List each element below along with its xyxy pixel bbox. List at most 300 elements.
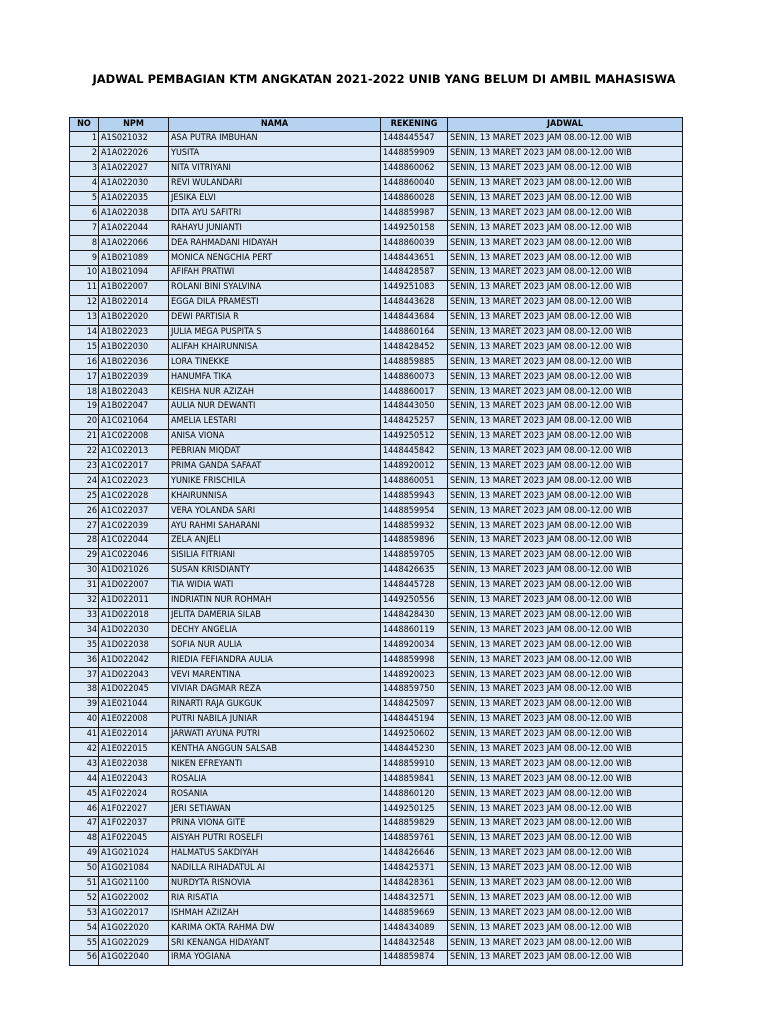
row-jadwal: SENIN, 13 MARET 2023 JAM 08.00-12.00 WIB (448, 727, 683, 742)
row-no: 51 (70, 876, 99, 891)
row-npm: A1C022046 (99, 548, 169, 563)
table-row (70, 757, 683, 772)
table-row (70, 668, 683, 683)
row-rekening: 1449250125 (381, 802, 448, 817)
row-jadwal: SENIN, 13 MARET 2023 JAM 08.00-12.00 WIB (448, 385, 683, 400)
table-row (70, 608, 683, 623)
table-row (70, 280, 683, 295)
row-no: 53 (70, 906, 99, 921)
row-jadwal: SENIN, 13 MARET 2023 JAM 08.00-12.00 WIB (448, 593, 683, 608)
row-npm: A1G022040 (99, 950, 169, 965)
row-no: 26 (70, 504, 99, 519)
row-nama: KARIMA OKTA RAHMA DW (169, 921, 381, 936)
row-jadwal: SENIN, 13 MARET 2023 JAM 08.00-12.00 WIB (448, 534, 683, 549)
row-jadwal: SENIN, 13 MARET 2023 JAM 08.00-12.00 WIB (448, 653, 683, 668)
row-nama: KHAIRUNNISA (169, 489, 381, 504)
row-rekening: 1448860039 (381, 236, 448, 251)
table-row (70, 340, 683, 355)
row-nama: ISHMAH AZIIZAH (169, 906, 381, 921)
row-rekening: 1448445230 (381, 742, 448, 757)
row-no: 32 (70, 593, 99, 608)
row-rekening: 1448860119 (381, 623, 448, 638)
row-rekening: 1448428452 (381, 340, 448, 355)
table-row (70, 653, 683, 668)
row-jadwal: SENIN, 13 MARET 2023 JAM 08.00-12.00 WIB (448, 459, 683, 474)
row-nama: SRI KENANGA HIDAYANT (169, 936, 381, 951)
row-npm: A1A022038 (99, 206, 169, 221)
row-jadwal: SENIN, 13 MARET 2023 JAM 08.00-12.00 WIB (448, 504, 683, 519)
row-rekening: 1448859874 (381, 950, 448, 965)
row-npm: A1A022026 (99, 146, 169, 161)
row-jadwal: SENIN, 13 MARET 2023 JAM 08.00-12.00 WIB (448, 563, 683, 578)
row-npm: A1D022043 (99, 668, 169, 683)
row-jadwal: SENIN, 13 MARET 2023 JAM 08.00-12.00 WIB (448, 295, 683, 310)
row-npm: A1D022030 (99, 623, 169, 638)
row-nama: HALMATUS SAKDIYAH (169, 846, 381, 861)
row-no: 2 (70, 146, 99, 161)
row-no: 3 (70, 161, 99, 176)
row-no: 28 (70, 534, 99, 549)
row-npm: A1E022038 (99, 757, 169, 772)
row-npm: A1B022007 (99, 280, 169, 295)
table-row (70, 682, 683, 697)
row-nama: PRINA VIONA GITE (169, 816, 381, 831)
table-row (70, 459, 683, 474)
row-no: 12 (70, 295, 99, 310)
row-nama: VIVIAR DAGMAR REZA (169, 682, 381, 697)
table-row (70, 548, 683, 563)
table-body (70, 132, 683, 966)
row-jadwal: SENIN, 13 MARET 2023 JAM 08.00-12.00 WIB (448, 802, 683, 817)
row-jadwal: SENIN, 13 MARET 2023 JAM 08.00-12.00 WIB (448, 325, 683, 340)
row-no: 1 (70, 132, 99, 147)
row-npm: A1F022045 (99, 831, 169, 846)
row-npm: A1C022013 (99, 444, 169, 459)
table-row (70, 504, 683, 519)
row-npm: A1C022039 (99, 519, 169, 534)
row-jadwal: SENIN, 13 MARET 2023 JAM 08.00-12.00 WIB (448, 697, 683, 712)
table-row (70, 385, 683, 400)
table-row (70, 563, 683, 578)
row-npm: A1S021032 (99, 132, 169, 147)
row-no: 40 (70, 712, 99, 727)
row-npm: A1B022039 (99, 370, 169, 385)
row-rekening: 1448860028 (381, 191, 448, 206)
row-npm: A1B022043 (99, 385, 169, 400)
table-row (70, 727, 683, 742)
row-npm: A1G021084 (99, 861, 169, 876)
row-npm: A1B022023 (99, 325, 169, 340)
row-no: 41 (70, 727, 99, 742)
row-nama: AMELIA LESTARI (169, 414, 381, 429)
row-rekening: 1448920023 (381, 668, 448, 683)
row-rekening: 1448425257 (381, 414, 448, 429)
row-jadwal: SENIN, 13 MARET 2023 JAM 08.00-12.00 WIB (448, 444, 683, 459)
row-nama: AFIFAH PRATIWI (169, 266, 381, 281)
row-no: 10 (70, 266, 99, 281)
row-jadwal: SENIN, 13 MARET 2023 JAM 08.00-12.00 WIB (448, 816, 683, 831)
row-no: 18 (70, 385, 99, 400)
row-rekening: 1448859669 (381, 906, 448, 921)
row-jadwal: SENIN, 13 MARET 2023 JAM 08.00-12.00 WIB (448, 846, 683, 861)
row-rekening: 1448434089 (381, 921, 448, 936)
row-nama: YUSITA (169, 146, 381, 161)
row-no: 44 (70, 772, 99, 787)
row-no: 30 (70, 563, 99, 578)
row-rekening: 1448860040 (381, 176, 448, 191)
row-jadwal: SENIN, 13 MARET 2023 JAM 08.00-12.00 WIB (448, 891, 683, 906)
row-jadwal: SENIN, 13 MARET 2023 JAM 08.00-12.00 WIB (448, 921, 683, 936)
row-rekening: 1448860017 (381, 385, 448, 400)
row-nama: RINARTI RAJA GUKGUK (169, 697, 381, 712)
row-nama: ROSANIA (169, 787, 381, 802)
row-nama: HANUMFA TIKA (169, 370, 381, 385)
row-no: 4 (70, 176, 99, 191)
row-nama: AULIA NUR DEWANTI (169, 400, 381, 415)
row-no: 37 (70, 668, 99, 683)
row-rekening: 1448859829 (381, 816, 448, 831)
row-nama: DEA RAHMADANI HIDAYAH (169, 236, 381, 251)
table-row (70, 534, 683, 549)
row-no: 39 (70, 697, 99, 712)
row-jadwal: SENIN, 13 MARET 2023 JAM 08.00-12.00 WIB (448, 191, 683, 206)
row-npm: A1G022029 (99, 936, 169, 951)
row-jadwal: SENIN, 13 MARET 2023 JAM 08.00-12.00 WIB (448, 519, 683, 534)
row-no: 15 (70, 340, 99, 355)
row-jadwal: SENIN, 13 MARET 2023 JAM 08.00-12.00 WIB (448, 757, 683, 772)
table-row (70, 146, 683, 161)
row-npm: A1E022015 (99, 742, 169, 757)
row-rekening: 1448859909 (381, 146, 448, 161)
row-nama: NURDYTA RISNOVIA (169, 876, 381, 891)
row-npm: A1D022045 (99, 682, 169, 697)
row-rekening: 1448860164 (381, 325, 448, 340)
row-npm: A1F022037 (99, 816, 169, 831)
table-row (70, 176, 683, 191)
row-jadwal: SENIN, 13 MARET 2023 JAM 08.00-12.00 WIB (448, 400, 683, 415)
row-no: 8 (70, 236, 99, 251)
row-npm: A1B022047 (99, 400, 169, 415)
row-nama: MONICA NENGCHIA PERT (169, 251, 381, 266)
table-row (70, 400, 683, 415)
row-jadwal: SENIN, 13 MARET 2023 JAM 08.00-12.00 WIB (448, 132, 683, 147)
table-row (70, 697, 683, 712)
row-rekening: 1448859954 (381, 504, 448, 519)
row-jadwal: SENIN, 13 MARET 2023 JAM 08.00-12.00 WIB (448, 712, 683, 727)
row-rekening: 1448426635 (381, 563, 448, 578)
schedule-table (69, 117, 683, 966)
table-row (70, 638, 683, 653)
row-npm: A1E021044 (99, 697, 169, 712)
header-no: NO (70, 118, 99, 132)
row-no: 31 (70, 578, 99, 593)
row-jadwal: SENIN, 13 MARET 2023 JAM 08.00-12.00 WIB (448, 310, 683, 325)
row-nama: YUNIKE FRISCHILA (169, 474, 381, 489)
row-rekening: 1448443628 (381, 295, 448, 310)
row-jadwal: SENIN, 13 MARET 2023 JAM 08.00-12.00 WIB (448, 176, 683, 191)
row-no: 27 (70, 519, 99, 534)
row-jadwal: SENIN, 13 MARET 2023 JAM 08.00-12.00 WIB (448, 876, 683, 891)
row-rekening: 1448443684 (381, 310, 448, 325)
row-no: 46 (70, 802, 99, 817)
row-npm: A1D022038 (99, 638, 169, 653)
row-jadwal: SENIN, 13 MARET 2023 JAM 08.00-12.00 WIB (448, 280, 683, 295)
row-npm: A1B022036 (99, 355, 169, 370)
row-jadwal: SENIN, 13 MARET 2023 JAM 08.00-12.00 WIB (448, 638, 683, 653)
row-npm: A1D022018 (99, 608, 169, 623)
row-rekening: 1448428430 (381, 608, 448, 623)
row-nama: NIKEN EFREYANTI (169, 757, 381, 772)
row-npm: A1G022020 (99, 921, 169, 936)
table-row (70, 355, 683, 370)
row-no: 56 (70, 950, 99, 965)
table-row (70, 221, 683, 236)
row-nama: DEWI PARTISIA R (169, 310, 381, 325)
row-jadwal: SENIN, 13 MARET 2023 JAM 08.00-12.00 WIB (448, 414, 683, 429)
row-no: 7 (70, 221, 99, 236)
row-jadwal: SENIN, 13 MARET 2023 JAM 08.00-12.00 WIB (448, 668, 683, 683)
row-nama: RIA RISATIA (169, 891, 381, 906)
row-nama: PEBRIAN MIQDAT (169, 444, 381, 459)
row-no: 5 (70, 191, 99, 206)
row-nama: AISYAH PUTRI ROSELFI (169, 831, 381, 846)
table-row (70, 876, 683, 891)
row-no: 38 (70, 682, 99, 697)
row-nama: ROSALIA (169, 772, 381, 787)
row-no: 34 (70, 623, 99, 638)
row-rekening: 1448428587 (381, 266, 448, 281)
row-no: 29 (70, 548, 99, 563)
row-rekening: 1448860120 (381, 787, 448, 802)
row-rekening: 1448859705 (381, 548, 448, 563)
table-row (70, 787, 683, 802)
row-nama: IRMA YOGIANA (169, 950, 381, 965)
row-rekening: 1448445547 (381, 132, 448, 147)
table-row (70, 489, 683, 504)
row-no: 47 (70, 816, 99, 831)
row-nama: KENTHA ANGGUN SALSAB (169, 742, 381, 757)
table-row (70, 742, 683, 757)
row-rekening: 1448445728 (381, 578, 448, 593)
table-row (70, 921, 683, 936)
row-no: 33 (70, 608, 99, 623)
row-jadwal: SENIN, 13 MARET 2023 JAM 08.00-12.00 WIB (448, 251, 683, 266)
row-jadwal: SENIN, 13 MARET 2023 JAM 08.00-12.00 WIB (448, 742, 683, 757)
row-rekening: 1449251083 (381, 280, 448, 295)
row-rekening: 1448425371 (381, 861, 448, 876)
row-no: 14 (70, 325, 99, 340)
table-row (70, 846, 683, 861)
row-npm: A1A022066 (99, 236, 169, 251)
table-row (70, 712, 683, 727)
row-nama: NADILLA RIHADATUL AI (169, 861, 381, 876)
row-rekening: 1449250512 (381, 429, 448, 444)
header-rekening: REKENING (381, 118, 448, 132)
row-npm: A1G022017 (99, 906, 169, 921)
row-npm: A1G021100 (99, 876, 169, 891)
table-row (70, 816, 683, 831)
table-row (70, 132, 683, 147)
row-no: 42 (70, 742, 99, 757)
row-npm: A1B022014 (99, 295, 169, 310)
table-row (70, 891, 683, 906)
table-row (70, 623, 683, 638)
row-jadwal: SENIN, 13 MARET 2023 JAM 08.00-12.00 WIB (448, 236, 683, 251)
page-title: JADWAL PEMBAGIAN KTM ANGKATAN 2021-2022 UNIB YANG BELUM DI AMBIL MAHASISWA (92, 72, 676, 86)
row-no: 23 (70, 459, 99, 474)
row-rekening: 1448443651 (381, 251, 448, 266)
row-npm: A1C022044 (99, 534, 169, 549)
row-npm: A1F022024 (99, 787, 169, 802)
row-jadwal: SENIN, 13 MARET 2023 JAM 08.00-12.00 WIB (448, 936, 683, 951)
table-row (70, 519, 683, 534)
row-nama: RIEDIA FEFIANDRA AULIA (169, 653, 381, 668)
table-row (70, 772, 683, 787)
row-nama: INDRIATIN NUR ROHMAH (169, 593, 381, 608)
table-row (70, 444, 683, 459)
row-rekening: 1448425097 (381, 697, 448, 712)
row-npm: A1A022030 (99, 176, 169, 191)
row-no: 13 (70, 310, 99, 325)
row-no: 48 (70, 831, 99, 846)
table-row (70, 325, 683, 340)
row-jadwal: SENIN, 13 MARET 2023 JAM 08.00-12.00 WIB (448, 682, 683, 697)
row-nama: PRIMA GANDA SAFAAT (169, 459, 381, 474)
row-nama: NITA VITRIYANI (169, 161, 381, 176)
row-rekening: 1449250158 (381, 221, 448, 236)
row-rekening: 1448859761 (381, 831, 448, 846)
row-rekening: 1448859932 (381, 519, 448, 534)
table-row (70, 474, 683, 489)
row-nama: ASA PUTRA IMBUHAN (169, 132, 381, 147)
row-npm: A1E022014 (99, 727, 169, 742)
row-no: 35 (70, 638, 99, 653)
table-row (70, 593, 683, 608)
row-nama: KEISHA NUR AZIZAH (169, 385, 381, 400)
row-rekening: 1448859910 (381, 757, 448, 772)
row-nama: SISILIA FITRIANI (169, 548, 381, 563)
row-rekening: 1448426646 (381, 846, 448, 861)
row-nama: DECHY ANGELIA (169, 623, 381, 638)
table-row (70, 206, 683, 221)
row-nama: TIA WIDIA WATI (169, 578, 381, 593)
row-npm: A1A022035 (99, 191, 169, 206)
row-jadwal: SENIN, 13 MARET 2023 JAM 08.00-12.00 WIB (448, 429, 683, 444)
row-rekening: 1448859885 (381, 355, 448, 370)
row-npm: A1C021064 (99, 414, 169, 429)
table-row (70, 414, 683, 429)
row-no: 22 (70, 444, 99, 459)
row-jadwal: SENIN, 13 MARET 2023 JAM 08.00-12.00 WIB (448, 906, 683, 921)
table-row (70, 370, 683, 385)
row-jadwal: SENIN, 13 MARET 2023 JAM 08.00-12.00 WIB (448, 548, 683, 563)
row-jadwal: SENIN, 13 MARET 2023 JAM 08.00-12.00 WIB (448, 861, 683, 876)
row-rekening: 1448432548 (381, 936, 448, 951)
row-jadwal: SENIN, 13 MARET 2023 JAM 08.00-12.00 WIB (448, 221, 683, 236)
row-nama: LORA TINEKKE (169, 355, 381, 370)
table-row (70, 266, 683, 281)
row-npm: A1D022007 (99, 578, 169, 593)
row-nama: ZELA ANJELI (169, 534, 381, 549)
header-nama: NAMA (169, 118, 381, 132)
row-nama: ANISA VIONA (169, 429, 381, 444)
row-jadwal: SENIN, 13 MARET 2023 JAM 08.00-12.00 WIB (448, 623, 683, 638)
row-jadwal: SENIN, 13 MARET 2023 JAM 08.00-12.00 WIB (448, 370, 683, 385)
row-npm: A1B022020 (99, 310, 169, 325)
row-npm: A1E022008 (99, 712, 169, 727)
row-npm: A1G022002 (99, 891, 169, 906)
row-jadwal: SENIN, 13 MARET 2023 JAM 08.00-12.00 WIB (448, 950, 683, 965)
row-nama: JULIA MEGA PUSPITA S (169, 325, 381, 340)
table-row (70, 429, 683, 444)
table-row (70, 802, 683, 817)
row-rekening: 1448859841 (381, 772, 448, 787)
table-row (70, 936, 683, 951)
row-nama: VEVI MARENTINA (169, 668, 381, 683)
row-no: 24 (70, 474, 99, 489)
row-jadwal: SENIN, 13 MARET 2023 JAM 08.00-12.00 WIB (448, 787, 683, 802)
row-rekening: 1449250602 (381, 727, 448, 742)
row-jadwal: SENIN, 13 MARET 2023 JAM 08.00-12.00 WIB (448, 146, 683, 161)
row-npm: A1F022027 (99, 802, 169, 817)
row-no: 20 (70, 414, 99, 429)
row-jadwal: SENIN, 13 MARET 2023 JAM 08.00-12.00 WIB (448, 772, 683, 787)
row-no: 55 (70, 936, 99, 951)
row-nama: REVI WULANDARI (169, 176, 381, 191)
row-rekening: 1448428361 (381, 876, 448, 891)
row-nama: SOFIA NUR AULIA (169, 638, 381, 653)
row-rekening: 1448445194 (381, 712, 448, 727)
row-nama: AYU RAHMI SAHARANI (169, 519, 381, 534)
row-npm: A1B021094 (99, 266, 169, 281)
row-npm: A1C022017 (99, 459, 169, 474)
row-jadwal: SENIN, 13 MARET 2023 JAM 08.00-12.00 WIB (448, 474, 683, 489)
row-npm: A1B022030 (99, 340, 169, 355)
row-nama: VERA YOLANDA SARI (169, 504, 381, 519)
table-header-row (70, 118, 683, 132)
row-nama: ROLANI BINI SYALVINA (169, 280, 381, 295)
row-nama: PUTRI NABILA JUNIAR (169, 712, 381, 727)
table-row (70, 310, 683, 325)
row-jadwal: SENIN, 13 MARET 2023 JAM 08.00-12.00 WIB (448, 266, 683, 281)
row-npm: A1E022043 (99, 772, 169, 787)
row-rekening: 1448859998 (381, 653, 448, 668)
row-no: 36 (70, 653, 99, 668)
row-nama: JESIKA ELVI (169, 191, 381, 206)
row-jadwal: SENIN, 13 MARET 2023 JAM 08.00-12.00 WIB (448, 489, 683, 504)
row-npm: A1C022008 (99, 429, 169, 444)
row-npm: A1C022023 (99, 474, 169, 489)
row-no: 17 (70, 370, 99, 385)
row-rekening: 1448920034 (381, 638, 448, 653)
table-row (70, 950, 683, 965)
table-row (70, 236, 683, 251)
row-no: 45 (70, 787, 99, 802)
row-nama: JERI SETIAWAN (169, 802, 381, 817)
row-jadwal: SENIN, 13 MARET 2023 JAM 08.00-12.00 WIB (448, 355, 683, 370)
table-row (70, 861, 683, 876)
table-row (70, 191, 683, 206)
row-nama: JELITA DAMERIA SILAB (169, 608, 381, 623)
row-rekening: 1448860073 (381, 370, 448, 385)
row-rekening: 1448920012 (381, 459, 448, 474)
row-no: 50 (70, 861, 99, 876)
row-no: 16 (70, 355, 99, 370)
row-rekening: 1448859987 (381, 206, 448, 221)
row-rekening: 1448859896 (381, 534, 448, 549)
row-no: 11 (70, 280, 99, 295)
row-no: 52 (70, 891, 99, 906)
